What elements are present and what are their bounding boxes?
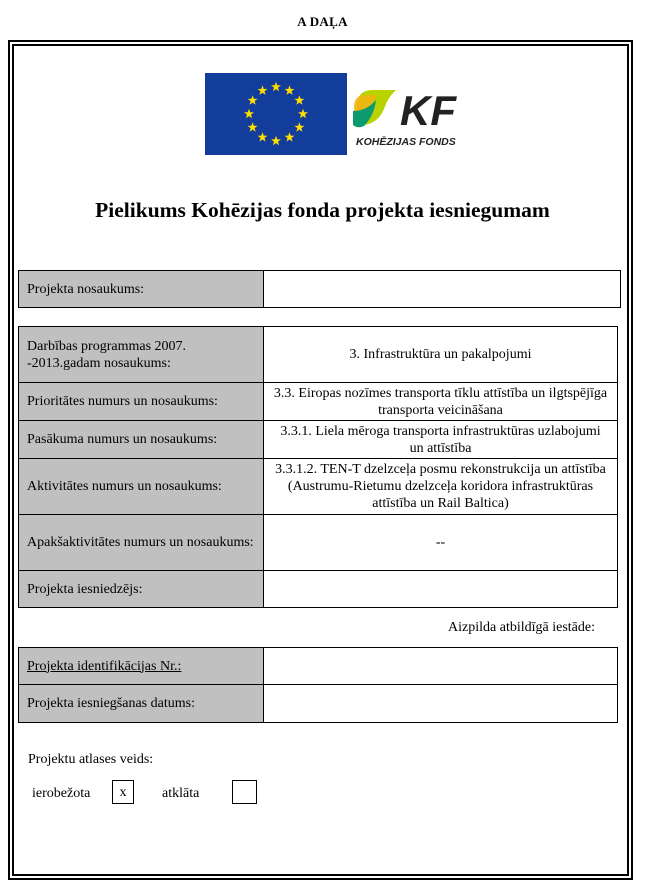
measure-value: 3.3.1. Liela mēroga transporta infrastruktūras uzlabojumi un attīstība [264,421,618,459]
eu-star-icon [271,136,281,145]
eu-star-icon [271,82,281,91]
kf-name: KOHĒZIJAS FONDS [356,136,456,148]
table-row [19,383,618,421]
eu-star-icon [244,109,254,118]
kf-logo [352,73,492,155]
kf-letters: KF [400,87,456,134]
table-row [19,685,618,723]
selection-type-title: Projektu atlases veids: [28,752,154,767]
eu-star-icon [248,122,258,131]
project-name-field[interactable] [264,271,621,308]
applicant-field[interactable] [264,571,618,608]
project-name-table [18,270,621,308]
table-row [19,648,618,685]
project-id-field[interactable] [264,648,618,685]
kf-mark-icon [352,73,492,155]
programme-value: 3. Infrastruktūra un pakalpojumi [264,327,618,383]
restricted-option-label: ierobežota [32,786,91,801]
eu-star-icon [294,122,304,131]
eu-stars-icon [205,73,347,155]
eu-star-icon [285,132,295,141]
priority-value: 3.3. Eiropas nozīmes transporta tīklu attīstība un ilgtspējīga transporta veicināšana [264,383,618,421]
sub-activity-value: -- [264,515,618,571]
table-row [19,271,621,308]
activity-label: Aktivitātes numurs un nosaukums: [19,459,264,515]
restricted-checkbox[interactable]: x [112,780,134,804]
measure-label: Pasākuma numurs un nosaukums: [19,421,264,459]
authority-table [18,647,618,723]
programme-label: Darbības programmas 2007. -2013.gadam nosaukums: [19,327,264,383]
sub-activity-label: Apakšaktivitātes numurs un nosaukums: [19,515,264,571]
authority-note: Aizpilda atbildīgā iestāde: [448,620,595,635]
submission-date-field[interactable] [264,685,618,723]
eu-star-icon [294,95,304,104]
document-title: Pielikums Kohēzijas fonda projekta iesniegumam [95,198,550,222]
programme-table [18,326,618,608]
open-option-label: atklāta [162,786,200,801]
open-checkbox[interactable] [232,780,257,804]
table-row [19,459,618,515]
eu-star-icon [285,85,295,94]
table-row [19,327,618,383]
eu-star-icon [248,95,258,104]
table-row [19,515,618,571]
priority-label: Prioritātes numurs un nosaukums: [19,383,264,421]
table-row [19,571,618,608]
submission-date-label: Projekta iesniegšanas datums: [19,685,264,723]
part-heading: A DAĻA [297,14,348,29]
eu-star-icon [258,132,268,141]
table-row [19,421,618,459]
eu-star-icon [298,109,308,118]
project-name-label: Projekta nosaukums: [19,271,264,308]
activity-value: 3.3.1.2. TEN-T dzelzceļa posmu rekonstrukcija un attīstība (Austrumu-Rietumu dzelzceļa koridora infrastruktūras attīstība un Rail Baltica) [264,459,618,515]
applicant-label: Projekta iesniedzējs: [19,571,264,608]
eu-star-icon [258,85,268,94]
project-id-label: Projekta identifikācijas Nr.: [19,648,264,685]
eu-flag-logo [205,73,347,155]
